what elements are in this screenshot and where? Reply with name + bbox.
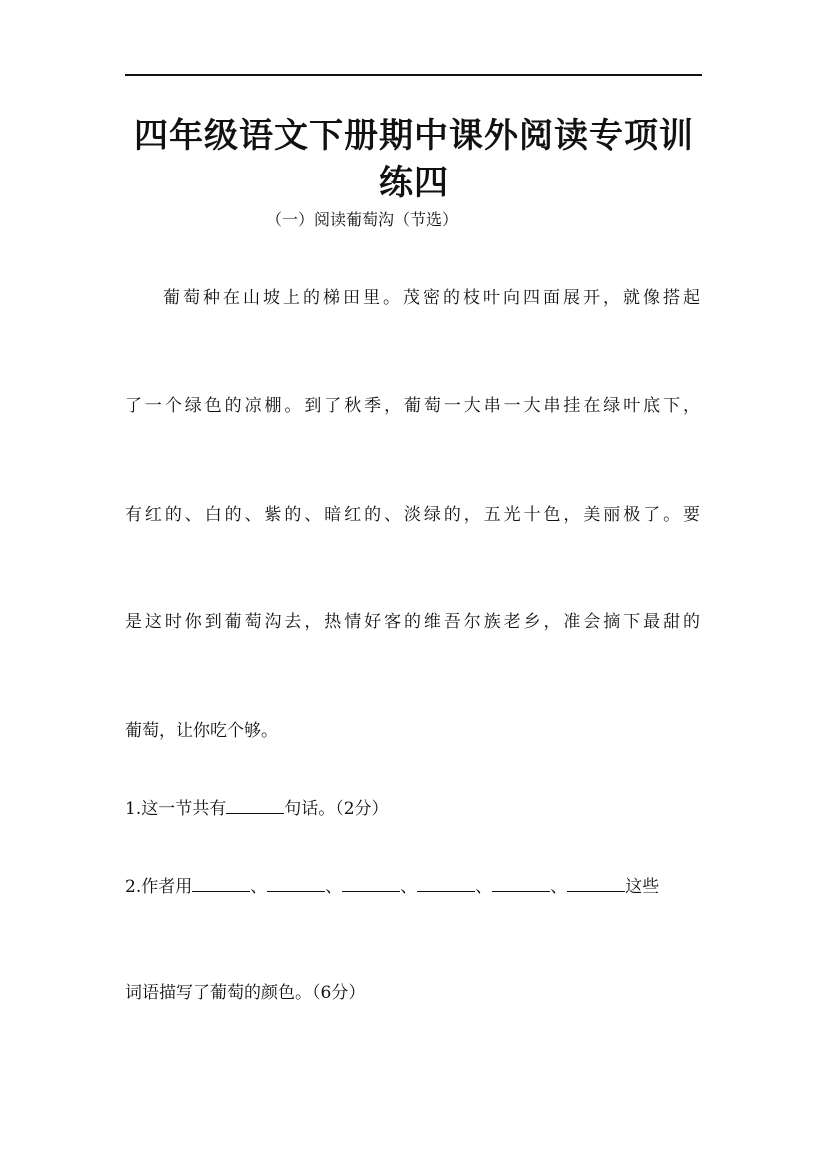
separator: 、 <box>250 877 268 897</box>
answer-blank[interactable] <box>192 873 250 892</box>
passage-line: 了一个绿色的凉棚。到了秋季，葡萄一大串一大串挂在绿叶底下， <box>125 396 700 416</box>
question-2-suffix: 这些 <box>625 877 660 897</box>
answer-blank[interactable] <box>342 873 400 892</box>
top-rule <box>125 74 702 76</box>
passage-line: 是这时你到葡萄沟去，热情好客的维吾尔族老乡，准会摘下最甜的 <box>125 612 700 632</box>
separator: 、 <box>550 877 568 897</box>
answer-blank[interactable] <box>226 795 284 814</box>
question-1 <box>125 795 389 821</box>
answer-blank[interactable] <box>267 873 325 892</box>
separator: 、 <box>400 877 418 897</box>
page-title: 四年级语文下册期中课外阅读专项训练四 <box>134 116 694 203</box>
question-2 <box>125 873 659 899</box>
separator: 、 <box>475 877 493 897</box>
section-heading: （一）阅读葡萄沟（节选） <box>266 210 459 229</box>
passage-line: 葡萄种在山坡上的梯田里。茂密的枝叶向四面展开，就像搭起 <box>163 288 700 308</box>
answer-blank[interactable] <box>492 873 550 892</box>
question-1-prefix: 1.这一节共有 <box>125 799 227 819</box>
answer-blank[interactable] <box>567 873 625 892</box>
question-2-continuation: 词语描写了葡萄的颜色。（6分） <box>125 983 366 1003</box>
answer-blank[interactable] <box>417 873 475 892</box>
question-2-prefix: 2.作者用 <box>125 877 193 897</box>
question-1-suffix: 句话。（2分） <box>284 799 389 819</box>
passage-line: 有红的、白的、紫的、暗红的、淡绿的，五光十色，美丽极了。要 <box>125 505 700 525</box>
passage-line: 葡萄，让你吃个够。 <box>125 721 278 741</box>
separator: 、 <box>325 877 343 897</box>
